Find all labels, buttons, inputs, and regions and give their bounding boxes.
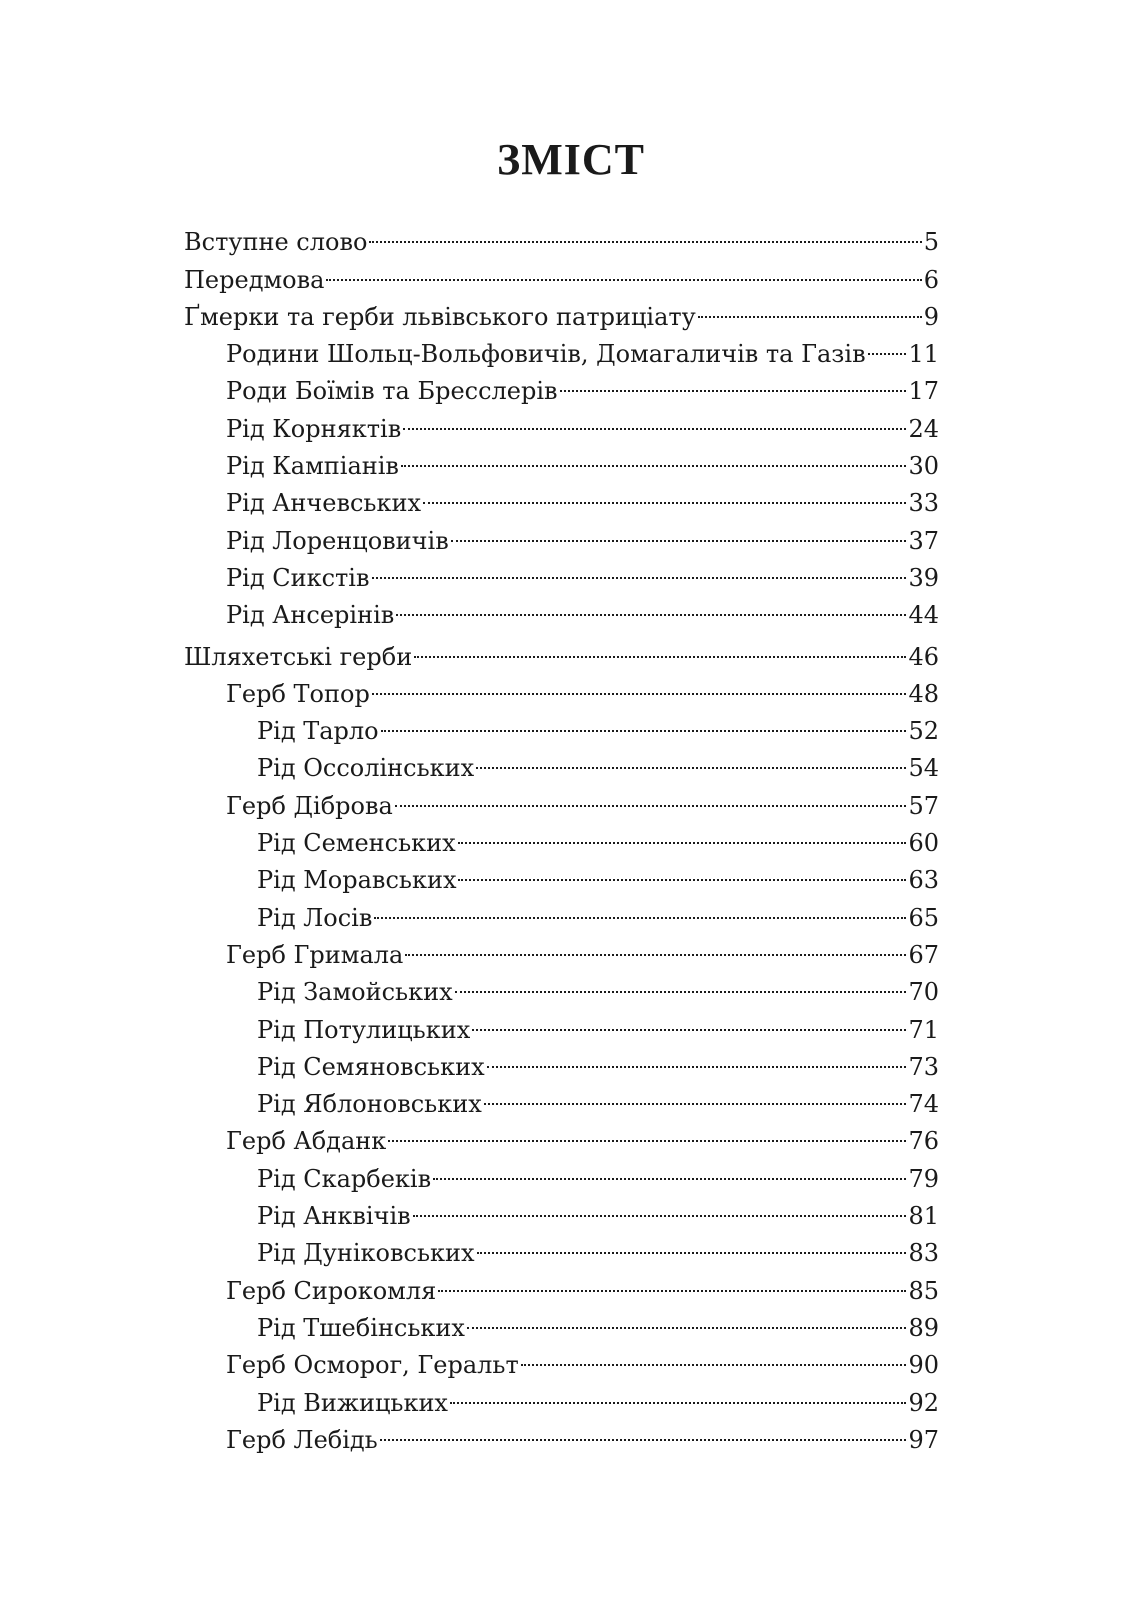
toc-entry-page-number: 63: [908, 866, 939, 895]
toc-entry-page-number: 37: [908, 526, 939, 555]
toc-entry-page-number: 71: [908, 1015, 939, 1044]
toc-entry-page-number: 92: [908, 1388, 939, 1417]
toc-entry-page-number: 81: [908, 1202, 939, 1231]
toc-entry-title: Рід Корняктів: [226, 414, 402, 443]
toc-entry-title: Рід Оссолінських: [257, 754, 475, 783]
dot-leader: [560, 362, 907, 399]
toc-entry-page-number: 24: [908, 414, 939, 443]
toc-entry-page-number: 73: [908, 1052, 939, 1081]
toc-entry-page-number: 48: [908, 679, 939, 708]
dot-leader: [484, 1075, 907, 1112]
toc-entry-title: Герб Діброва: [226, 791, 393, 820]
table-of-contents: [184, 213, 939, 1454]
dot-leader: [372, 549, 907, 586]
dot-leader: [326, 250, 921, 287]
toc-entry-title: Рід Моравських: [257, 866, 457, 895]
toc-entry-title: Герб Абданк: [226, 1127, 387, 1156]
dot-leader: [458, 814, 907, 851]
page-title: ЗМІСТ: [497, 135, 645, 184]
dot-leader: [467, 1299, 907, 1336]
toc-entry-page-number: 89: [908, 1313, 939, 1342]
toc-entry-page-number: 33: [908, 489, 939, 518]
dot-leader: [433, 1149, 906, 1186]
dot-leader: [487, 1038, 907, 1075]
toc-entry-title: Рід Дуніковських: [257, 1239, 475, 1268]
dot-leader: [458, 851, 906, 888]
dot-leader: [477, 1224, 907, 1261]
toc-entry-title: Рід Яблоновських: [257, 1090, 482, 1119]
toc-entry-title: Роди Боїмів та Бресслерів: [226, 377, 558, 406]
toc-entry-title: Ґмерки та герби львівського патриціату: [184, 302, 696, 331]
toc-entry-page-number: 17: [908, 377, 939, 406]
toc-entry-title: Рід Тарло: [257, 717, 379, 746]
dot-leader: [380, 1411, 907, 1448]
dot-leader: [451, 511, 907, 548]
dot-leader: [472, 1000, 906, 1037]
toc-entry-title: Герб Осморог, Геральт: [226, 1351, 519, 1380]
dot-leader: [388, 1112, 906, 1149]
toc-entry-title: Рід Анквічів: [257, 1202, 411, 1231]
toc-entry-page-number: 85: [908, 1276, 939, 1305]
toc-entry: [184, 213, 939, 257]
toc-entry-title: Рід Вижицьких: [257, 1388, 448, 1417]
toc-entry-page-number: 90: [908, 1351, 939, 1380]
toc-entry-title: Рід Семенських: [257, 829, 456, 858]
toc-entry-title: Вступне слово: [184, 228, 368, 257]
dot-leader: [450, 1373, 906, 1410]
dot-leader: [374, 888, 906, 925]
toc-entry-title: Герб Топор: [226, 679, 370, 708]
toc-entry-page-number: 76: [908, 1127, 939, 1156]
dot-leader: [369, 213, 921, 250]
toc-entry-title: Рід Анчевських: [226, 489, 422, 518]
dot-leader: [396, 586, 906, 623]
toc-entry-page-number: 97: [908, 1425, 939, 1454]
toc-entry-page-number: 46: [908, 642, 939, 671]
toc-entry-title: Передмова: [184, 265, 325, 294]
toc-entry-page-number: 57: [908, 791, 939, 820]
toc-entry-page-number: 74: [908, 1090, 939, 1119]
toc-entry-page-number: 6: [923, 265, 939, 294]
toc-entry-title: Герб Сирокомля: [226, 1276, 437, 1305]
dot-leader: [405, 926, 906, 963]
toc-entry-page-number: 5: [923, 228, 939, 257]
dot-leader: [521, 1336, 907, 1373]
dot-leader: [403, 399, 906, 436]
toc-entry-page-number: 30: [908, 452, 939, 481]
dot-leader: [395, 776, 907, 813]
toc-entry-page-number: 44: [908, 601, 939, 630]
toc-entry-title: Рід Кампіанів: [226, 452, 399, 481]
dot-leader: [413, 1187, 907, 1224]
toc-entry-title: Рід Ансерінів: [226, 601, 395, 630]
toc-entry-title: Рід Потулицьких: [257, 1015, 471, 1044]
toc-entry-title: Рід Тшебінських: [257, 1313, 465, 1342]
toc-entry-page-number: 9: [923, 302, 939, 331]
toc-entry-page-number: 65: [908, 903, 939, 932]
dot-leader: [476, 739, 906, 776]
toc-entry-title: Рід Лоренцовичів: [226, 526, 449, 555]
dot-leader: [414, 627, 906, 664]
toc-entry-title: Рід Замойських: [257, 978, 453, 1007]
toc-entry-page-number: 54: [908, 754, 939, 783]
dot-leader: [438, 1261, 906, 1298]
toc-entry-page-number: 83: [908, 1239, 939, 1268]
toc-entry-page-number: 67: [908, 940, 939, 969]
toc-entry-title: Шляхетські герби: [184, 642, 413, 671]
toc-entry-page-number: 60: [908, 829, 939, 858]
dot-leader: [401, 437, 907, 474]
dot-leader: [455, 963, 907, 1000]
toc-entry-page-number: 11: [908, 340, 939, 369]
toc-entry-title: Рід Сикстів: [226, 563, 370, 592]
toc-entry-page-number: 39: [908, 563, 939, 592]
dot-leader: [372, 665, 907, 702]
toc-entry-title: Герб Гримала: [226, 940, 404, 969]
toc-entry-title: Рід Лосів: [257, 903, 373, 932]
toc-entry-page-number: 79: [908, 1164, 939, 1193]
toc-entry-page-number: 70: [908, 978, 939, 1007]
dot-leader: [381, 702, 907, 739]
toc-entry-page-number: 52: [908, 717, 939, 746]
toc-entry-title: Герб Лебідь: [226, 1425, 378, 1454]
toc-entry-title: Рід Скарбеків: [257, 1164, 432, 1193]
toc-entry-title: Рід Семяновських: [257, 1052, 485, 1081]
dot-leader: [423, 474, 906, 511]
dot-leader: [698, 288, 922, 325]
dot-leader: [868, 325, 907, 362]
toc-entry-title: Родини Шольц-Вольфовичів, Домагаличів та Газів: [226, 340, 866, 369]
